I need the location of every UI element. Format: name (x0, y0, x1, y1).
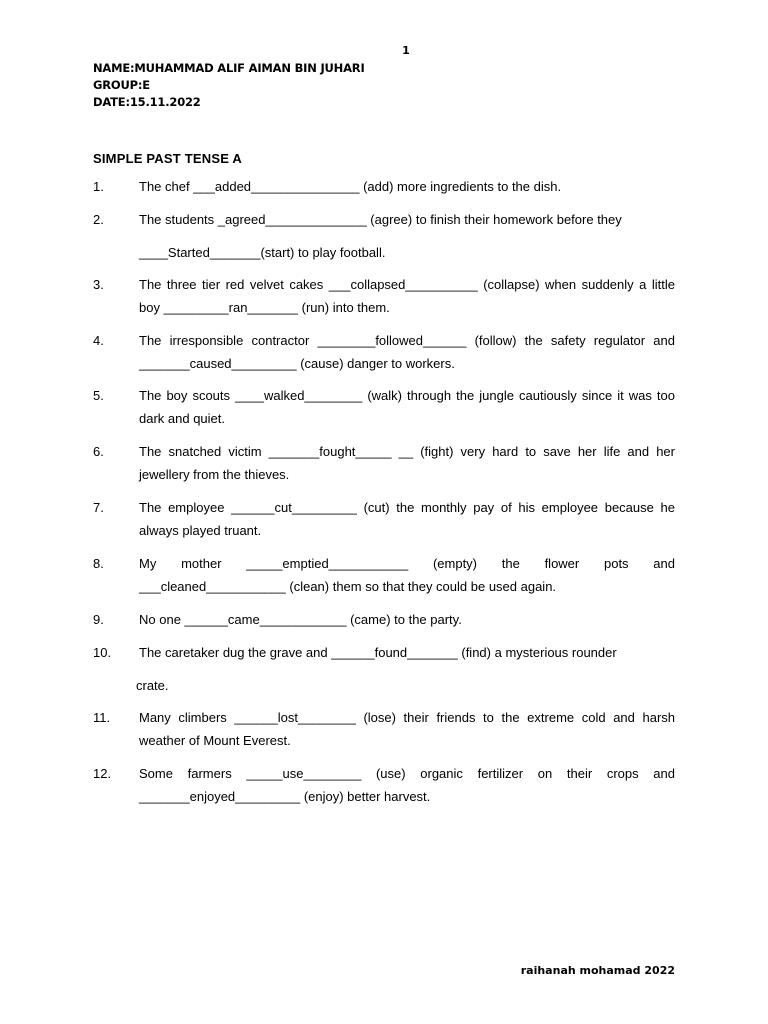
item-text: No one ______came____________ (came) to the party. (139, 612, 462, 627)
item-number: 12. (93, 766, 112, 781)
item-text: The caretaker dug the grave and ______found_______ (find) a mysterious rounder (139, 645, 617, 660)
page-number: 1 (402, 44, 410, 57)
exercise-item (93, 496, 675, 542)
item-text: The irresponsible contractor ________followed______ (follow) the safety regulator and _______caused_________ (cause) danger to workers. (139, 333, 675, 371)
item-number: 2. (93, 212, 104, 227)
exercise-item (93, 552, 675, 598)
item-number: 8. (93, 556, 104, 571)
item-text: Some farmers _____use________ (use) organic fertilizer on their crops and _______enjoyed_________ (enjoy) better harvest. (139, 766, 675, 804)
student-header (93, 60, 365, 111)
item-text-continuation: ____Started_______(start) to play football. (139, 245, 386, 260)
item-number: 9. (93, 612, 104, 627)
item-number: 5. (93, 388, 104, 403)
exercise-item (93, 384, 675, 430)
exercise-item (93, 762, 675, 808)
item-number: 10. (93, 645, 112, 660)
item-text: The students _agreed______________ (agree) to finish their homework before they (139, 212, 622, 227)
exercise-item (93, 175, 675, 198)
exercise-item (93, 440, 675, 486)
footer-credit: raihanah mohamad 2022 (520, 964, 675, 977)
student-name: NAME:MUHAMMAD ALIF AIMAN BIN JUHARI (93, 61, 365, 75)
item-number: 1. (93, 179, 104, 194)
item-text: The chef ___added_______________ (add) more ingredients to the dish. (139, 179, 562, 194)
exercise-item (93, 608, 675, 631)
exercise-item (93, 329, 675, 375)
item-text: The employee ______cut_________ (cut) the monthly pay of his employee because he always played truant. (139, 500, 675, 538)
item-number: 11. (93, 710, 111, 725)
exercise-item (93, 706, 675, 752)
item-number: 4. (93, 333, 104, 348)
student-group: GROUP:E (93, 78, 150, 92)
item-number: 6. (93, 444, 104, 459)
item-text: The boy scouts ____walked________ (walk) through the jungle cautiously since it was too dark and quiet. (139, 388, 675, 426)
exercise-item (93, 208, 675, 264)
exercise-item (93, 641, 675, 697)
item-text: Many climbers ______lost________ (lose) their friends to the extreme cold and harsh weather of Mount Everest. (139, 710, 675, 748)
submission-date: DATE:15.11.2022 (93, 95, 201, 109)
item-number: 7. (93, 500, 104, 515)
section-title: SIMPLE PAST TENSE A (93, 151, 242, 166)
exercise-item (93, 273, 675, 319)
item-text: My mother _____emptied___________ (empty) the flower pots and ___cleaned___________ (clean) them so that they could be used again. (139, 556, 675, 594)
item-text: The three tier red velvet cakes ___collapsed__________ (collapse) when suddenly a little boy _________ran_______ (run) into them. (139, 277, 675, 315)
item-number: 3. (93, 277, 104, 292)
item-text-continuation: crate. (136, 678, 169, 693)
item-text: The snatched victim _______fought_____ __ (fight) very hard to save her life and her jewellery from the thieves. (139, 444, 675, 482)
